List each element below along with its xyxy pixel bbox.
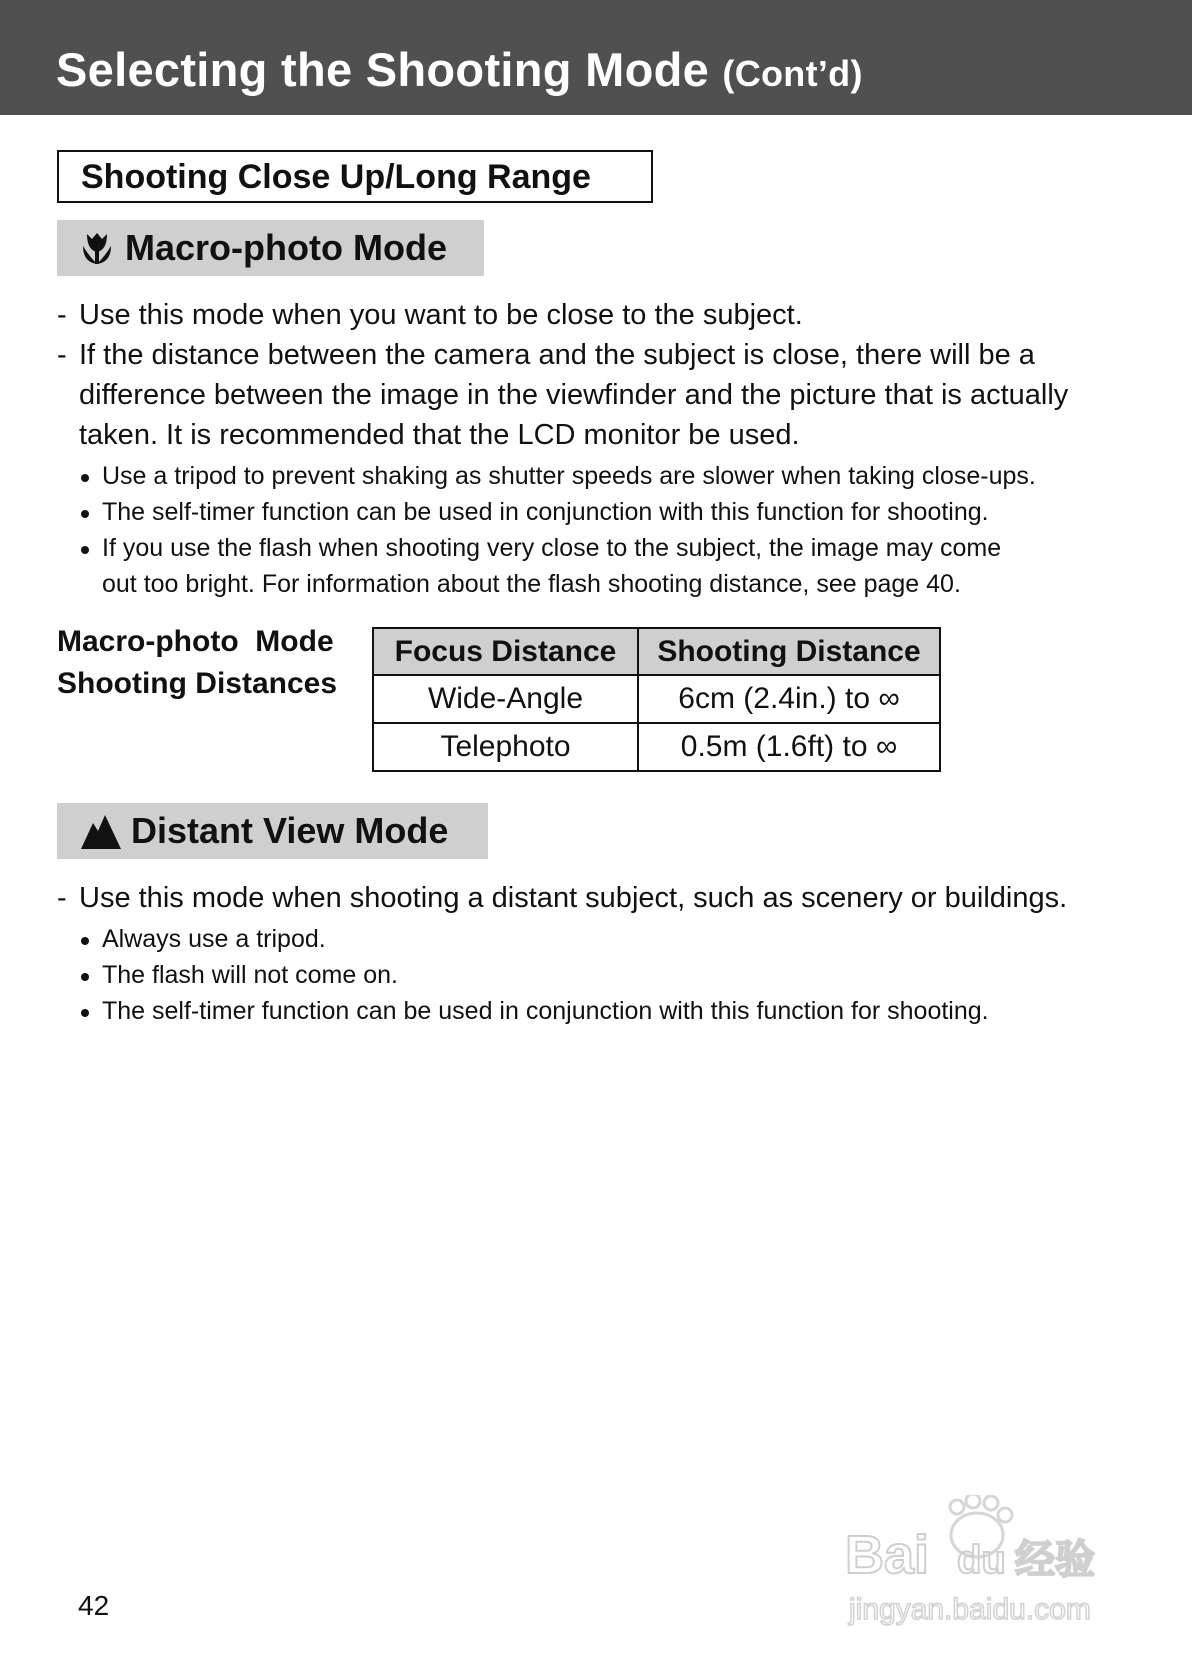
bullet-dot (81, 937, 89, 945)
dash-marker: - (57, 882, 67, 914)
macro-mode-title: Macro-photo Mode (125, 227, 447, 268)
distance-label-line-2: Shooting Distances (57, 667, 338, 700)
table-cell: 0.5m (1.6ft) to ∞ (638, 723, 940, 771)
bullet-dot (81, 546, 89, 554)
bullet-dot (81, 510, 89, 518)
watermark-brand: Bai (845, 1525, 930, 1585)
table-row (373, 675, 940, 723)
page-number: 42 (78, 1590, 110, 1621)
dash-marker: - (57, 299, 67, 331)
macro-mode-heading (57, 220, 484, 276)
distant-mode-heading (57, 803, 488, 859)
table-cell: 6cm (2.4in.) to ∞ (638, 675, 940, 723)
macro-bullet-3: If you use the flash when shooting very close to the subject, the image may come (102, 534, 1002, 562)
macro-bullet-4: out too bright. For information about the flash shooting distance, see page 40. (102, 570, 961, 598)
bullet-dot (81, 973, 89, 981)
watermark-brand-2: du (957, 1538, 1006, 1582)
distance-label-line-1: Macro-photo Mode (57, 625, 334, 658)
shooting-distance-table (372, 627, 941, 772)
table-row (373, 723, 940, 771)
macro-text-4: taken. It is recommended that the LCD monitor be used. (79, 419, 800, 451)
page-title: Selecting the Shooting Mode (Cont’d) (56, 43, 863, 96)
table-cell: Wide-Angle (373, 675, 638, 723)
distant-mode-title: Distant View Mode (131, 810, 449, 851)
macro-bullet-2: The self-timer function can be used in conjunction with this function for shooting. (102, 498, 989, 526)
macro-bullet-1: Use a tripod to prevent shaking as shutter speeds are slower when taking close-ups. (102, 462, 1036, 490)
section-title: Shooting Close Up/Long Range (57, 150, 653, 203)
distant-text-1: Use this mode when shooting a distant subject, such as scenery or buildings. (79, 882, 1068, 914)
mountain-icon (81, 813, 121, 849)
watermark-cn: 经验 (1015, 1537, 1095, 1583)
table-header: Focus Distance (373, 628, 638, 675)
macro-text-2: If the distance between the camera and the subject is close, there will be a (79, 339, 1035, 371)
distant-bullet-2: The flash will not come on. (102, 961, 398, 989)
distance-table-label (57, 621, 337, 705)
bullet-dot (81, 1009, 89, 1017)
macro-text-1: Use this mode when you want to be close to the subject. (79, 299, 803, 331)
bullet-dot (81, 474, 89, 482)
page-header (0, 0, 1192, 115)
distant-bullet-3: The self-timer function can be used in conjunction with this function for shooting. (102, 997, 989, 1025)
distant-bullet-1: Always use a tripod. (102, 925, 326, 953)
macro-flower-icon (79, 230, 115, 266)
page-title-suffix: (Cont’d) (722, 53, 863, 94)
table-cell: Telephoto (373, 723, 638, 771)
macro-text-3: difference between the image in the viewfinder and the picture that is actually (79, 379, 1069, 411)
baidu-watermark (845, 1495, 1125, 1640)
table-header-row (373, 628, 940, 675)
watermark-url: jingyan.baidu.com (849, 1593, 1091, 1626)
dash-marker: - (57, 339, 67, 371)
table-header: Shooting Distance (638, 628, 940, 675)
